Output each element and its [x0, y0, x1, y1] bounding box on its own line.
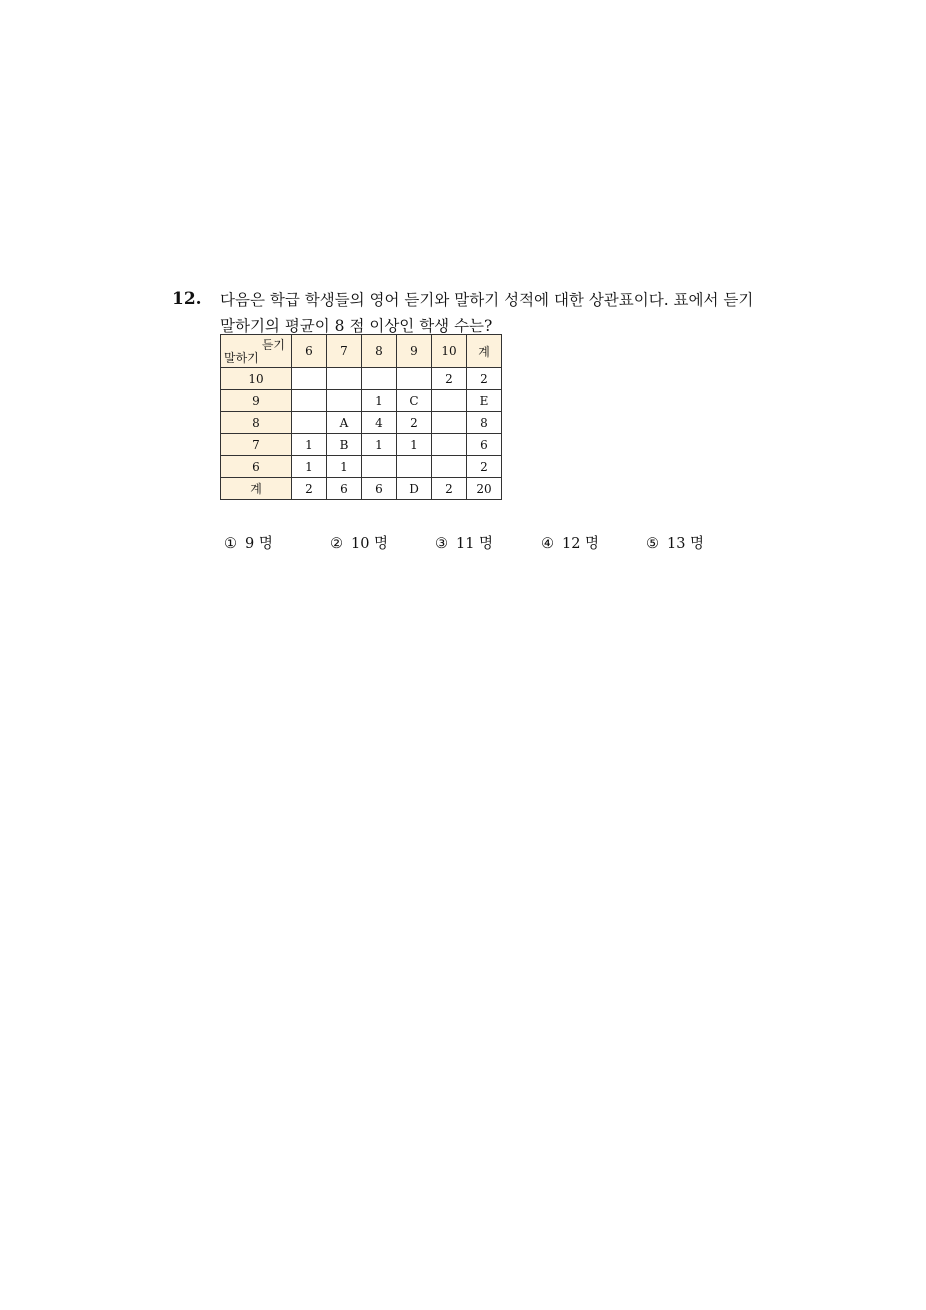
table-row: [221, 434, 502, 456]
table-cell: [397, 368, 432, 390]
table-cell: 8: [467, 412, 502, 434]
table-row: [221, 456, 502, 478]
table-cell: 4: [362, 412, 397, 434]
answer-choice-5[interactable]: [646, 532, 704, 553]
question-number: 12.: [172, 289, 202, 309]
table-cell: 2: [467, 456, 502, 478]
table-row: [221, 412, 502, 434]
table-cell: [327, 368, 362, 390]
choice-text: 11 명: [456, 536, 494, 552]
table-cell: [292, 390, 327, 412]
choice-marker: ①: [224, 536, 237, 552]
correlation-table: [220, 334, 502, 500]
table-cell: [362, 368, 397, 390]
choice-marker: ⑤: [646, 536, 659, 552]
corner-label-speaking: 말하기: [224, 351, 259, 365]
table-row: [221, 390, 502, 412]
question-stem-line-1: 다음은 학급 학생들의 영어 듣기와 말하기 성적에 대한 상관표이다. 표에서 듣기: [220, 291, 754, 309]
table-cell: [362, 456, 397, 478]
choice-text: 13 명: [667, 536, 705, 552]
row-header: 10: [221, 368, 292, 390]
table-cell: 1: [397, 434, 432, 456]
table-cell: 2: [432, 368, 467, 390]
table-cell: [397, 456, 432, 478]
table-cell: 1: [292, 434, 327, 456]
table-cell: [432, 434, 467, 456]
answer-choice-3[interactable]: [435, 532, 493, 553]
table-cell: E: [467, 390, 502, 412]
table-cell: 2: [292, 478, 327, 500]
answer-choice-4[interactable]: [541, 532, 599, 553]
row-header: 7: [221, 434, 292, 456]
column-header: 10: [432, 335, 467, 368]
table-cell: [292, 412, 327, 434]
table-cell: 6: [362, 478, 397, 500]
table-cell: [432, 412, 467, 434]
corner-label-listening: 듣기: [261, 338, 285, 352]
row-header: 8: [221, 412, 292, 434]
table-cell: 1: [362, 434, 397, 456]
table-corner-cell: [221, 335, 292, 368]
question-stem: [220, 287, 780, 339]
table-cell: D: [397, 478, 432, 500]
table-row: [221, 368, 502, 390]
table-cell: 1: [292, 456, 327, 478]
row-header-total: 계: [221, 478, 292, 500]
table-cell: [432, 456, 467, 478]
row-header: 6: [221, 456, 292, 478]
table-cell: A: [327, 412, 362, 434]
choice-text: 9 명: [245, 536, 273, 552]
table-cell: 6: [467, 434, 502, 456]
table-cell: 6: [327, 478, 362, 500]
column-header: 7: [327, 335, 362, 368]
table-total-row: [221, 478, 502, 500]
table-cell: 1: [327, 456, 362, 478]
choice-text: 10 명: [351, 536, 389, 552]
column-header: 6: [292, 335, 327, 368]
choice-text: 12 명: [562, 536, 600, 552]
table-cell: 2: [432, 478, 467, 500]
question-stem-line-2: 말하기의 평균이 8 점 이상인 학생 수는?: [220, 317, 493, 335]
table-cell: C: [397, 390, 432, 412]
table-cell: 2: [397, 412, 432, 434]
answer-choice-1[interactable]: [224, 532, 273, 553]
choice-marker: ③: [435, 536, 448, 552]
column-header: 8: [362, 335, 397, 368]
choice-marker: ④: [541, 536, 554, 552]
table-cell: [292, 368, 327, 390]
table-cell: [432, 390, 467, 412]
column-header-total: 계: [467, 335, 502, 368]
table-cell: B: [327, 434, 362, 456]
table-cell: 2: [467, 368, 502, 390]
table-header-row: [221, 335, 502, 368]
row-header: 9: [221, 390, 292, 412]
table-cell: [327, 390, 362, 412]
column-header: 9: [397, 335, 432, 368]
answer-choice-2[interactable]: [330, 532, 388, 553]
table-cell: 20: [467, 478, 502, 500]
choice-marker: ②: [330, 536, 343, 552]
table-cell: 1: [362, 390, 397, 412]
